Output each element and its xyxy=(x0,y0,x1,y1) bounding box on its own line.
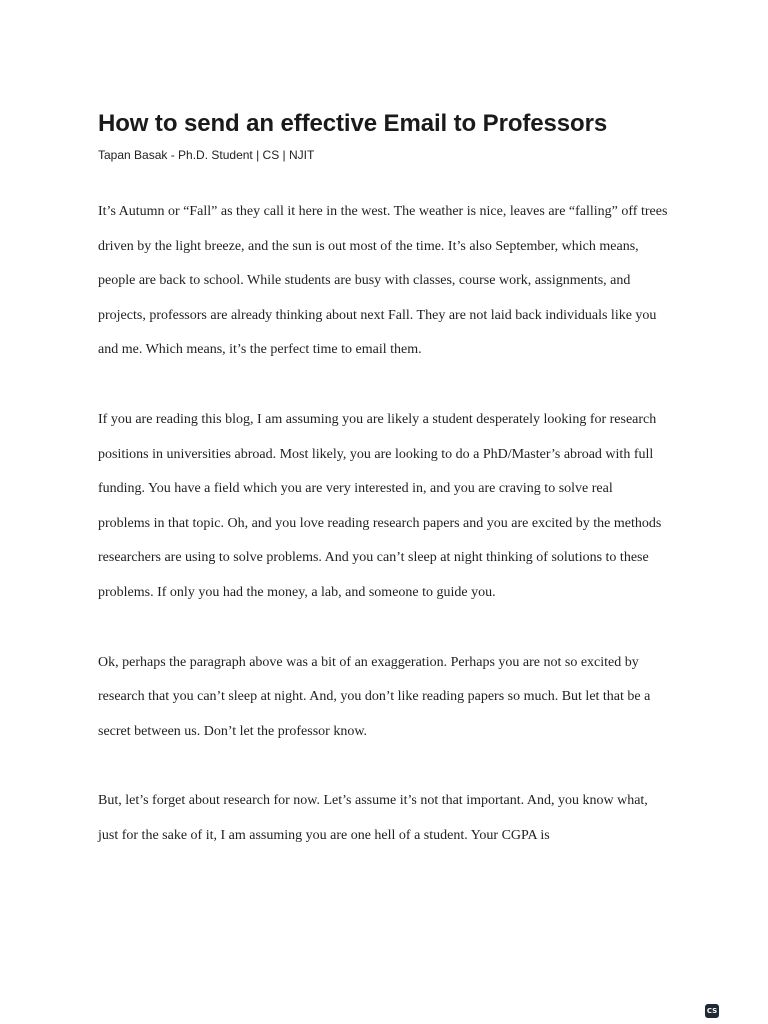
article-body xyxy=(98,195,668,854)
paragraph: It’s Autumn or “Fall” as they call it here in the west. The weather is nice, leaves are “falling” off trees driven by the light breeze, and the sun is out most of the time. It’s also September, which means, people are back to school. While students are busy with classes, course work, assignments, and projects, professors are already thinking about next Fall. They are not laid back individuals like you and me. Which means, it’s the perfect time to email them. xyxy=(98,204,668,358)
page-title: How to send an effective Email to Professors xyxy=(98,110,608,137)
paragraph: Ok, perhaps the paragraph above was a bit of an exaggeration. Perhaps you are not so excited by research that you can’t sleep at night. And, you don’t like reading papers so much. But let that be a secret between us. Don’t let the professor know. xyxy=(98,654,651,739)
paragraph: If you are reading this blog, I am assuming you are likely a student desperately looking for research positions in universities abroad. Most likely, you are looking to do a PhD/Master’s abroad with full funding. You have a field which you are very interested in, and you are craving to solve real problems in that topic. Oh, and you love reading research papers and you are excited by the methods researchers are using to solve problems. And you can’t sleep at night thinking of solutions to these problems. If only you had the money, a lab, and someone to guide you. xyxy=(98,411,662,600)
author-byline: Tapan Basak - Ph.D. Student | CS | NJIT xyxy=(98,148,315,162)
camscanner-icon: CS xyxy=(705,1004,719,1018)
paragraph: But, let’s forget about research for now. Let’s assume it’s not that important. And, you know what, just for the sake of it, I am assuming you are one hell of a student. Your CGPA is xyxy=(98,793,648,843)
